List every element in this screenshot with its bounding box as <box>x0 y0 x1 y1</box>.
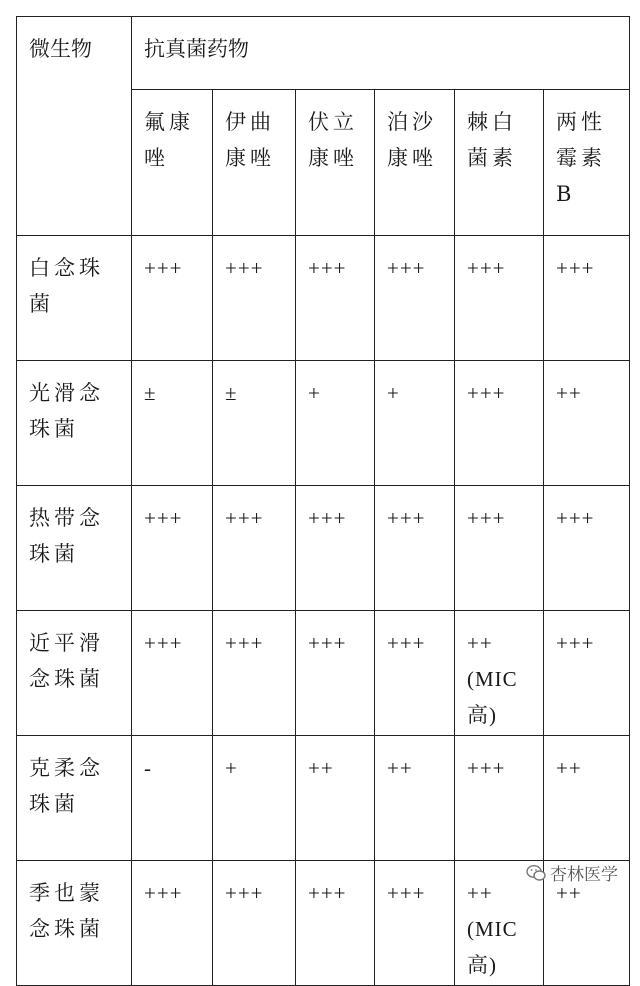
drug-group-header: 抗真菌药物 <box>132 17 630 90</box>
antifungal-susceptibility-table <box>16 16 630 986</box>
wechat-icon <box>526 864 546 882</box>
header-row-1 <box>17 17 630 90</box>
susceptibility-cell: +++ <box>132 236 213 361</box>
drug-header-voriconazole: 伏立康唑 <box>296 90 375 236</box>
susceptibility-cell: +++ <box>132 861 213 986</box>
susceptibility-cell: +++ <box>544 486 630 611</box>
organism-column-header: 微生物 <box>17 17 132 236</box>
susceptibility-cell: ++ <box>544 861 630 986</box>
table-row <box>17 486 630 611</box>
susceptibility-cell: + <box>375 361 455 486</box>
susceptibility-cell: +++ <box>213 486 296 611</box>
susceptibility-cell: +++ <box>375 236 455 361</box>
susceptibility-cell: +++ <box>375 861 455 986</box>
susceptibility-cell: ++ <box>544 736 630 861</box>
organism-name: 白念珠菌 <box>17 236 132 361</box>
susceptibility-cell: ++(MIC高) <box>455 861 544 986</box>
drug-header-itraconazole: 伊曲康唑 <box>213 90 296 236</box>
susceptibility-cell: +++ <box>213 611 296 736</box>
susceptibility-cell: +++ <box>296 861 375 986</box>
drug-header-echinocandin: 棘白菌素 <box>455 90 544 236</box>
susceptibility-cell: +++ <box>455 361 544 486</box>
susceptibility-cell: ± <box>132 361 213 486</box>
susceptibility-cell: +++ <box>132 611 213 736</box>
susceptibility-cell: +++ <box>375 486 455 611</box>
susceptibility-cell: + <box>296 361 375 486</box>
table-row <box>17 736 630 861</box>
susceptibility-cell: ++(MIC高) <box>455 611 544 736</box>
organism-name: 光滑念珠菌 <box>17 361 132 486</box>
table-row <box>17 236 630 361</box>
watermark-text: 杏林医学 <box>550 865 618 885</box>
susceptibility-cell: - <box>132 736 213 861</box>
drug-header-fluconazole: 氟康唑 <box>132 90 213 236</box>
organism-name: 季也蒙念珠菌 <box>17 861 132 986</box>
susceptibility-cell: +++ <box>455 236 544 361</box>
organism-name: 热带念珠菌 <box>17 486 132 611</box>
table-row <box>17 361 630 486</box>
susceptibility-cell: +++ <box>375 611 455 736</box>
drug-header-posaconazole: 泊沙康唑 <box>375 90 455 236</box>
susceptibility-cell: +++ <box>544 611 630 736</box>
susceptibility-cell: +++ <box>132 486 213 611</box>
susceptibility-cell: +++ <box>213 236 296 361</box>
susceptibility-cell: +++ <box>544 236 630 361</box>
susceptibility-cell: ++ <box>296 736 375 861</box>
table-row <box>17 611 630 736</box>
susceptibility-cell: ++ <box>544 361 630 486</box>
watermark <box>526 860 618 885</box>
susceptibility-cell: ++ <box>375 736 455 861</box>
organism-name: 克柔念珠菌 <box>17 736 132 861</box>
susceptibility-cell: +++ <box>213 861 296 986</box>
susceptibility-cell: ± <box>213 361 296 486</box>
susceptibility-cell: +++ <box>296 236 375 361</box>
susceptibility-cell: +++ <box>296 486 375 611</box>
susceptibility-cell: +++ <box>296 611 375 736</box>
susceptibility-cell: + <box>213 736 296 861</box>
susceptibility-cell: +++ <box>455 736 544 861</box>
drug-header-amphotericin-b: 两性霉素B <box>544 90 630 236</box>
susceptibility-cell: +++ <box>455 486 544 611</box>
organism-name: 近平滑念珠菌 <box>17 611 132 736</box>
